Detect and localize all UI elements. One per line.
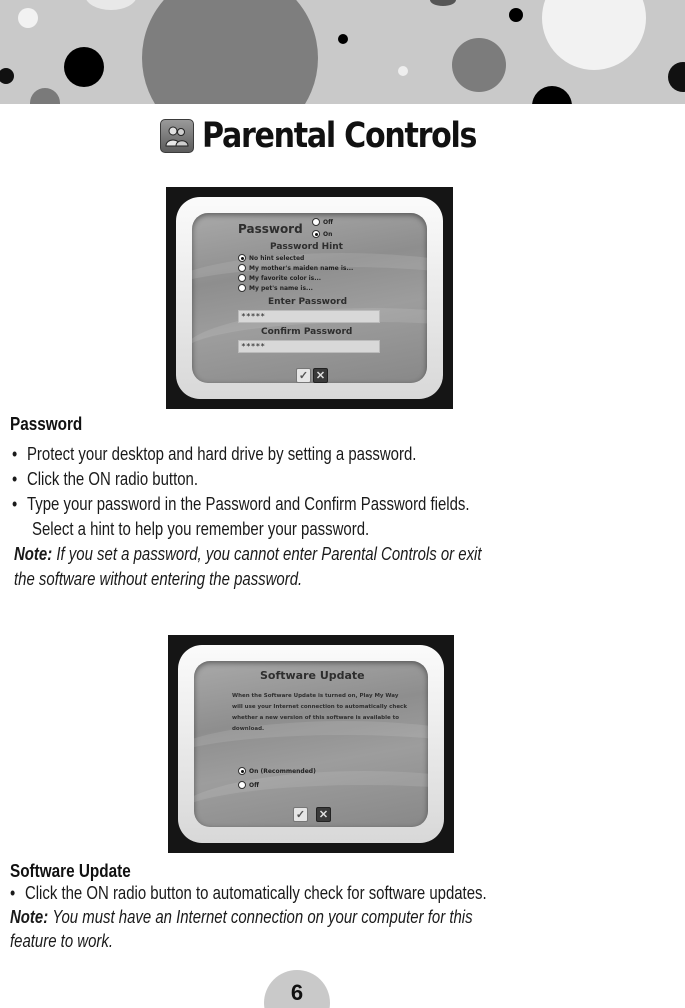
password-bullet xyxy=(12,492,470,517)
password-on-label: On xyxy=(323,230,333,238)
bullet-marker: • xyxy=(12,469,18,489)
decorative-dot xyxy=(398,66,408,76)
password-off-label: Off xyxy=(323,218,333,226)
page-number-tab xyxy=(264,970,330,1008)
decorative-dot xyxy=(0,68,14,84)
parental-controls-icon xyxy=(160,119,194,153)
radio-icon xyxy=(312,218,320,226)
close-icon: ✕ xyxy=(318,809,329,821)
password-screen xyxy=(192,213,427,383)
software-update-screen-heading: Software Update xyxy=(260,669,365,682)
password-note-continuation: the software without entering the password. xyxy=(14,569,303,589)
password-bullet-text: Protect your desktop and hard drive by setting a password. xyxy=(26,444,417,464)
page-title: Parental Controls xyxy=(202,116,477,156)
decorative-dot xyxy=(85,0,137,10)
password-hint-heading: Password Hint xyxy=(270,242,343,252)
bullet-marker: • xyxy=(10,883,16,903)
hint-option-label: My mother's maiden name is... xyxy=(249,264,354,272)
bullet-marker: • xyxy=(12,444,18,464)
note-text: If you set a password, you cannot enter Parental Controls or exit xyxy=(56,544,482,564)
password-note xyxy=(14,542,482,567)
password-on-radio[interactable] xyxy=(312,230,332,238)
hint-option-label: No hint selected xyxy=(249,254,305,262)
password-bullet-continuation: Select a hint to help you remember your password. xyxy=(32,519,370,539)
password-screen-heading: Password xyxy=(238,222,303,236)
password-screenshot xyxy=(166,187,453,409)
software-update-note xyxy=(10,905,473,930)
radio-icon xyxy=(238,274,246,282)
decorative-dot xyxy=(542,0,646,70)
decorative-dot xyxy=(64,47,104,87)
close-icon: ✕ xyxy=(315,370,326,382)
page-header xyxy=(160,112,521,160)
decorative-dot xyxy=(338,34,348,44)
update-description-line: whether a new version of this software is available to xyxy=(232,715,400,721)
radio-selected-icon xyxy=(238,254,246,262)
check-icon: ✓ xyxy=(298,370,309,382)
update-description-line: When the Software Update is turned on, Play My Way xyxy=(232,693,399,699)
decorative-dot xyxy=(142,0,318,104)
password-bullet-text: Click the ON radio button. xyxy=(26,469,199,489)
hint-option[interactable] xyxy=(238,284,313,292)
note-label: Note: xyxy=(10,907,49,927)
password-bullet-text: Type your password in the Password and Confirm Password fields. xyxy=(26,494,470,514)
page-number: 6 xyxy=(290,980,304,1005)
note-label: Note: xyxy=(14,544,53,564)
enter-password-field[interactable]: ***** xyxy=(238,310,380,323)
hint-option[interactable] xyxy=(238,264,353,272)
software-update-note-continuation: feature to work. xyxy=(10,931,113,951)
decorative-dot xyxy=(18,8,38,28)
radio-icon xyxy=(238,781,246,789)
password-bullet xyxy=(12,442,416,467)
hint-option[interactable] xyxy=(238,254,304,262)
confirm-password-field[interactable]: ***** xyxy=(238,340,380,353)
software-update-bullet xyxy=(10,881,487,906)
update-on-radio[interactable] xyxy=(238,767,316,775)
decorative-dot xyxy=(430,0,456,6)
decorative-dot xyxy=(532,86,572,104)
password-bullet xyxy=(12,467,198,492)
decorative-dot xyxy=(509,8,523,22)
decorative-dot xyxy=(668,62,685,92)
radio-selected-icon xyxy=(238,767,246,775)
bullet-marker: • xyxy=(12,494,18,514)
check-icon: ✓ xyxy=(295,809,306,821)
software-update-section-heading: Software Update xyxy=(10,861,131,881)
hint-option-label: My pet's name is... xyxy=(249,284,313,292)
note-text: You must have an Internet connection on your computer for this xyxy=(52,907,473,927)
password-cancel-button[interactable] xyxy=(313,368,328,383)
decorative-banner xyxy=(0,0,685,104)
update-description-line: will use your Internet connection to automatically check xyxy=(232,704,407,710)
password-section-heading: Password xyxy=(10,414,83,434)
decorative-dot xyxy=(30,88,60,104)
radio-icon xyxy=(238,284,246,292)
hint-option-label: My favorite color is... xyxy=(249,274,322,282)
update-on-label: On (Recommended) xyxy=(249,767,316,775)
software-update-bullet-text: Click the ON radio button to automatically check for software updates. xyxy=(24,883,487,903)
update-cancel-button[interactable] xyxy=(316,807,331,822)
radio-icon xyxy=(238,264,246,272)
software-update-screenshot xyxy=(168,635,454,853)
update-description-line: download. xyxy=(232,726,265,732)
password-ok-button[interactable] xyxy=(296,368,311,383)
update-ok-button[interactable] xyxy=(293,807,308,822)
decorative-dot xyxy=(452,38,506,92)
hint-option[interactable] xyxy=(238,274,321,282)
software-update-screen xyxy=(194,661,428,827)
password-off-radio[interactable] xyxy=(312,218,333,226)
update-off-label: Off xyxy=(249,781,259,789)
update-off-radio[interactable] xyxy=(238,781,259,789)
enter-password-heading: Enter Password xyxy=(268,297,348,307)
confirm-password-heading: Confirm Password xyxy=(261,327,353,337)
radio-selected-icon xyxy=(312,230,320,238)
